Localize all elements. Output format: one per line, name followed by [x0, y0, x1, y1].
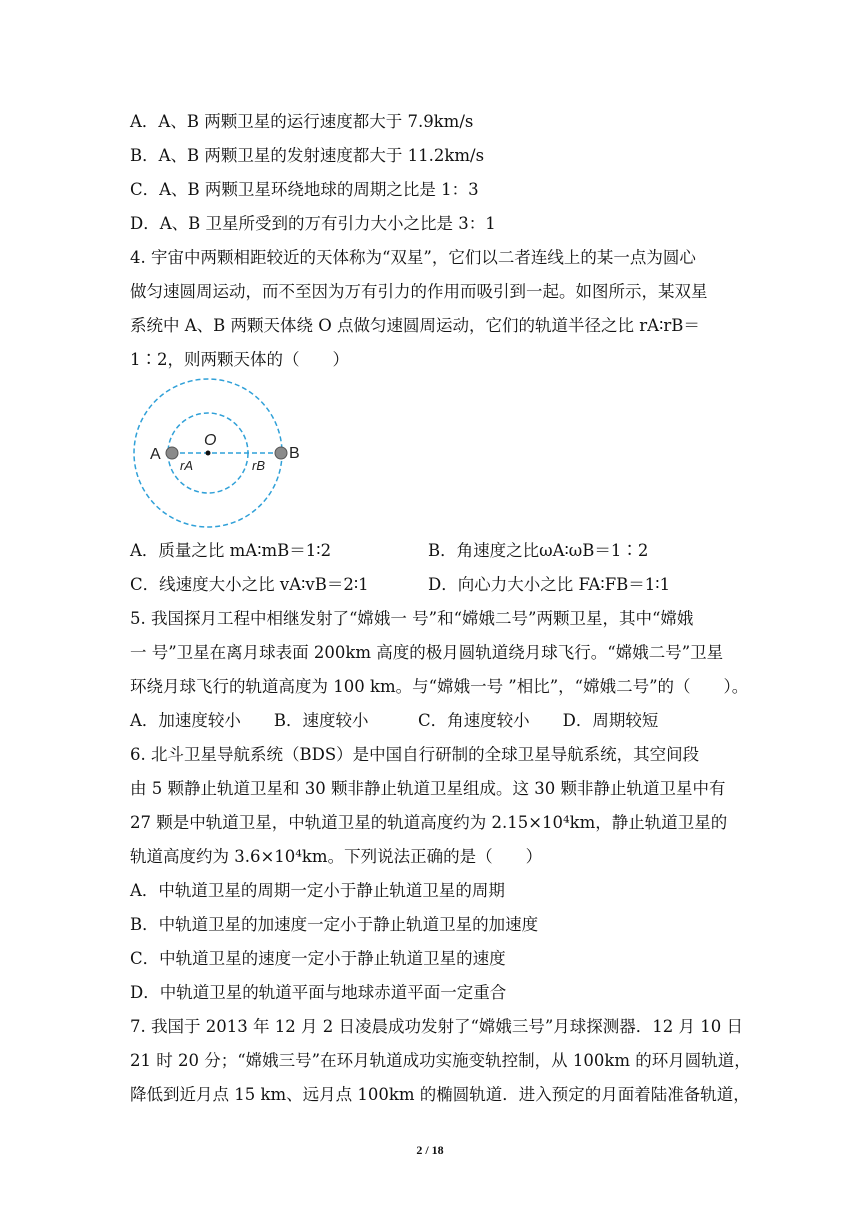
q5-options: A．加速度较小 B．速度较小 C．角速度较小 D．周期较短 [130, 711, 659, 730]
q4-option-c: C．线速度大小之比 vA∶vB＝2∶1 [130, 575, 369, 594]
star-b [275, 447, 287, 459]
q6-option-a: A．中轨道卫星的周期一定小于静止轨道卫星的周期 [130, 881, 505, 900]
star-a [166, 447, 178, 459]
q6-stem-line-3: 27 颗是中轨道卫星，中轨道卫星的轨道高度约为 2.15×10⁴km，静止轨道卫星的 [130, 813, 728, 832]
label-a: A [150, 446, 161, 463]
q6-option-c: C．中轨道卫星的速度一定小于静止轨道卫星的速度 [130, 949, 506, 968]
page-number: 2 / 18 [416, 1143, 444, 1157]
q6-stem-line-1: 6. 北斗卫星导航系统（BDS）是中国自行研制的全球卫星导航系统，其空间段 [130, 745, 700, 764]
q7-stem-line-3: 降低到近月点 15 km、远月点 100km 的椭圆轨道．进入预定的月面着陆准备轨道， [130, 1085, 750, 1104]
q4-option-b: B．角速度之比ωA∶ωB＝1∶2 [428, 541, 649, 560]
q4-stem-line-2: 做匀速圆周运动，而不至因为万有引力的作用而吸引到一起。如图所示，某双星 [130, 282, 708, 301]
q7-stem-line-1: 7. 我国于 2013 年 12 月 2 日凌晨成功发射了“嫦娥三号”月球探测器．12 月 10 日 [130, 1017, 744, 1036]
label-rb: rB [252, 458, 265, 473]
q4-stem-line-1: 4. 宇宙中两颗相距较近的天体称为“双星”，它们以二者连线上的某一点为圆心 [130, 248, 696, 267]
q6-stem-line-4: 轨道高度约为 3.6×10⁴km。下列说法正确的是（ ） [130, 847, 543, 866]
q3-option-c: C．A、B 两颗卫星环绕地球的周期之比是 1：3 [130, 180, 479, 199]
q5-stem-line-2: 一 号”卫星在离月球表面 200km 高度的极月圆轨道绕月球飞行。“嫦娥二号”卫星 [130, 643, 724, 662]
q7-stem-line-2: 21 时 20 分；“嫦娥三号”在环月轨道成功实施变轨控制，从 100km 的环月圆轨道， [130, 1051, 751, 1070]
q3-option-a: A．A、B 两颗卫星的运行速度都大于 7.9km/s [130, 112, 474, 131]
q6-option-d: D．中轨道卫星的轨道平面与地球赤道平面一定重合 [130, 983, 507, 1002]
binary-star-diagram [130, 378, 300, 528]
q4-option-d: D．向心力大小之比 FA∶FB＝1∶1 [428, 575, 671, 594]
center-point-o [206, 451, 211, 456]
q3-option-b: B．A、B 两颗卫星的发射速度都大于 11.2km/s [130, 146, 485, 165]
q6-option-b: B．中轨道卫星的加速度一定小于静止轨道卫星的加速度 [130, 915, 539, 934]
q4-stem-line-3: 系统中 A、B 两颗天体绕 O 点做匀速圆周运动，它们的轨道半径之比 rA∶rB＝ [130, 316, 700, 335]
q4-stem-line-4: 1∶2，则两颗天体的（ ） [130, 350, 349, 369]
label-o: O [204, 432, 217, 449]
q5-stem-line-1: 5. 我国探月工程中相继发射了“嫦娥一 号”和“嫦娥二号”两颗卫星，其中“嫦娥 [130, 609, 694, 628]
q6-stem-line-2: 由 5 颗静止轨道卫星和 30 颗非静止轨道卫星组成。这 30 颗非静止轨道卫星中有 [130, 779, 726, 798]
label-b: B [289, 445, 300, 462]
q5-stem-line-3: 环绕月球飞行的轨道高度为 100 km。与“嫦娥一号 ”相比”，“嫦娥二号”的（ ）。 [130, 677, 749, 696]
q4-option-a: A．质量之比 mA∶mB＝1∶2 [130, 541, 332, 560]
q3-option-d: D．A、B 卫星所受到的万有引力大小之比是 3：1 [130, 214, 496, 233]
label-ra: rA [180, 458, 193, 473]
